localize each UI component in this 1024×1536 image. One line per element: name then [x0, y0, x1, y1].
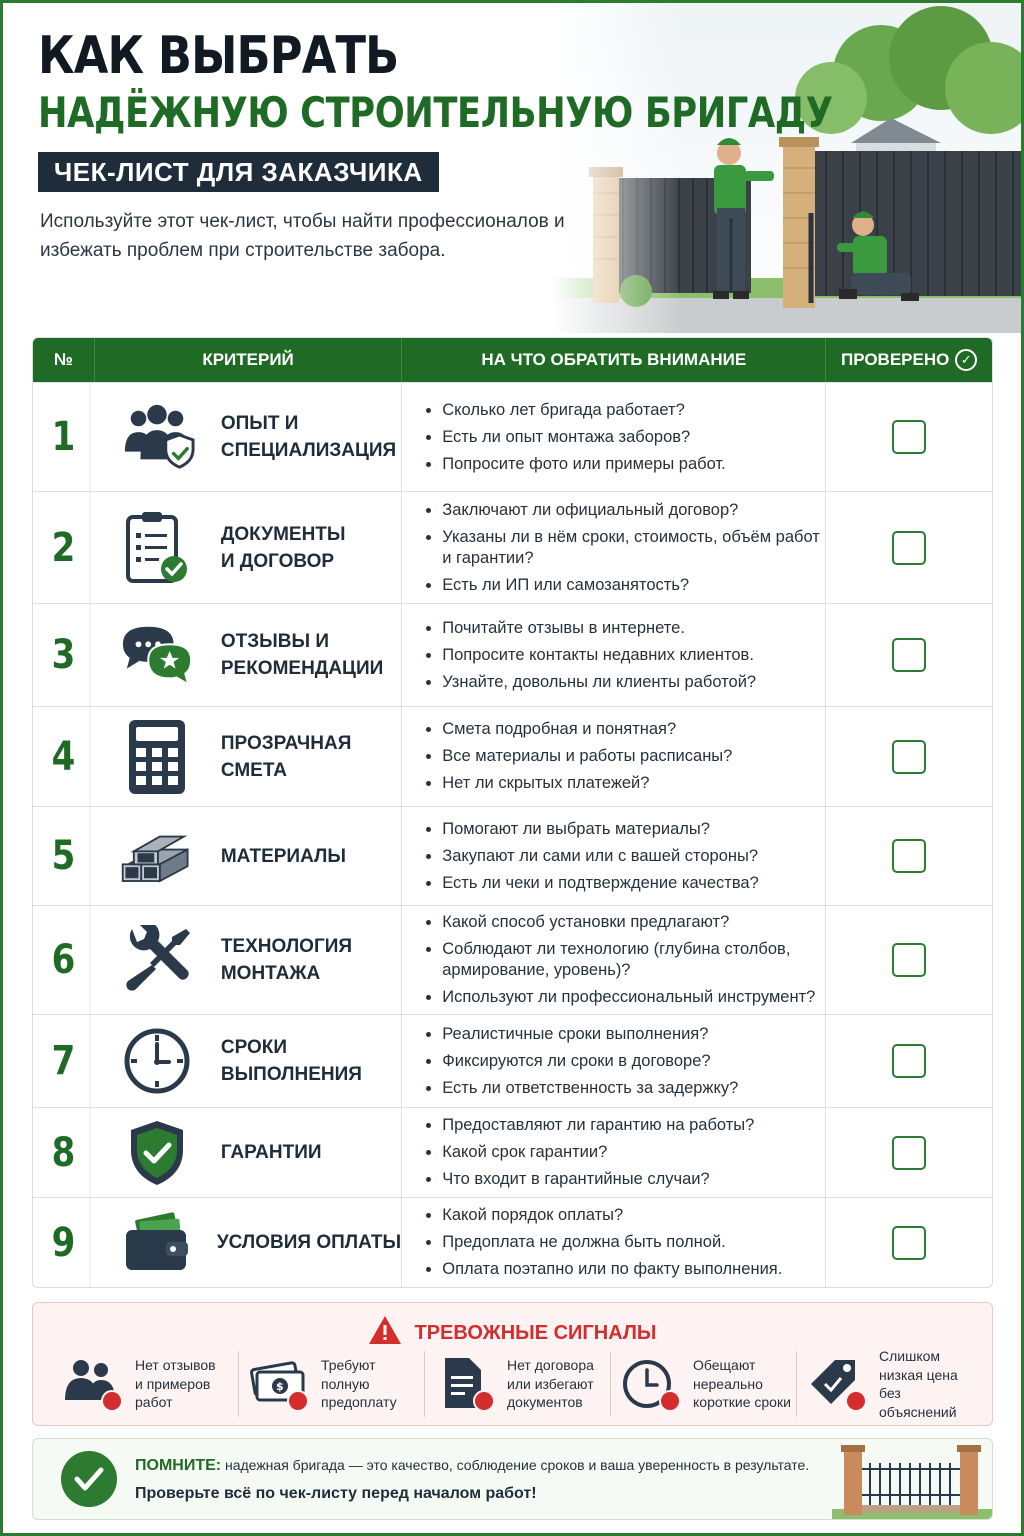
- table-row: [33, 1107, 992, 1197]
- attention-point: Попросите контакты недавних клиентов.: [424, 645, 825, 666]
- criterion-cell: [95, 383, 402, 491]
- header-checked: [826, 338, 992, 382]
- header-attention: НА ЧТО ОБРАТИТЬ ВНИМАНИЕ: [402, 338, 826, 382]
- table-row: [33, 491, 992, 603]
- table-row: [33, 905, 992, 1014]
- criterion-cell: [95, 707, 402, 806]
- criterion-cell: [95, 604, 402, 706]
- checkbox-3[interactable]: [892, 638, 926, 672]
- header-criterion: КРИТЕРИЙ: [95, 338, 402, 382]
- fence-builders-illustration: [551, 3, 1021, 333]
- table-row: [33, 806, 992, 905]
- attention-point: Помогают ли выбрать материалы?: [424, 819, 825, 840]
- attention-point: Какой способ установки предлагают?: [424, 912, 825, 933]
- warning-item: [797, 1348, 982, 1420]
- attention-point: Попросите фото или примеры работ.: [424, 454, 825, 475]
- remember-cta: Проверьте всё по чек-листу перед началом работ!: [135, 1485, 537, 1502]
- warning-text: Требуют полную предоплату: [321, 1357, 397, 1411]
- clipboard-check-icon: [119, 510, 195, 586]
- attention-point: Есть ли ответственность за задержку?: [424, 1078, 825, 1099]
- attention-point: Заключают ли официальный договор?: [424, 500, 825, 521]
- clock-icon: [119, 1023, 195, 1099]
- row-number: 3: [38, 604, 91, 706]
- criterion-cell: [95, 1198, 402, 1287]
- attention-point: Фиксируются ли сроки в договоре?: [424, 1051, 825, 1072]
- attention-cell: [402, 707, 826, 806]
- check-icon: [61, 1451, 117, 1507]
- attention-point: Нет ли скрытых платежей?: [424, 773, 825, 794]
- remember-lead: ПОМНИТЕ:: [135, 1457, 222, 1474]
- attention-point: Предоставляют ли гарантию на работы?: [424, 1115, 825, 1136]
- criterion-label: ДОКУМЕНТЫ И ДОГОВОР: [220, 523, 346, 572]
- criterion-label: СРОКИ ВЫПОЛНЕНИЯ: [220, 1037, 362, 1085]
- criterion-label: ГАРАНТИИ: [220, 1142, 322, 1163]
- attention-cell: [402, 1198, 826, 1287]
- checklist-tag: ЧЕК-ЛИСТ ДЛЯ ЗАКАЗЧИКА: [38, 152, 439, 192]
- calculator-icon: [119, 719, 195, 795]
- row-number: 6: [38, 906, 91, 1014]
- remember-text: [135, 1457, 809, 1475]
- header-checked-label: ПРОВЕРЕНО: [840, 350, 950, 369]
- warning-triangle-icon: [368, 1315, 402, 1351]
- checked-cell: [826, 1015, 992, 1107]
- table-row: [33, 706, 992, 806]
- table-row: [33, 1197, 992, 1287]
- criterion-cell: [95, 807, 402, 905]
- page-title-line1: КАК ВЫБРАТЬ: [38, 26, 399, 86]
- row-number: 5: [38, 807, 91, 905]
- checked-cell: [826, 383, 992, 491]
- checkbox-2[interactable]: [892, 531, 926, 565]
- checked-cell: [826, 492, 992, 603]
- warning-item: [53, 1351, 239, 1417]
- criterion-label: МАТЕРИАЛЫ: [220, 845, 346, 867]
- checked-cell: [826, 707, 992, 806]
- clock-x-icon: [621, 1356, 681, 1412]
- criterion-label: ПРОЗРАЧНАЯ СМЕТА: [220, 732, 352, 781]
- checkbox-7[interactable]: [892, 1044, 926, 1078]
- warning-title: ТРЕВОЖНЫЕ СИГНАЛЫ: [414, 1321, 657, 1344]
- attention-point: Что входит в гарантийные случаи?: [424, 1169, 825, 1190]
- attention-point: Используют ли профессиональный инструмент?: [424, 987, 825, 1008]
- attention-point: Указаны ли в нём сроки, стоимость, объём работ и гарантии?: [424, 527, 825, 569]
- reviews-chat-icon: [119, 617, 195, 693]
- table-header: [33, 338, 992, 382]
- attention-point: Смета подробная и понятная?: [424, 719, 825, 740]
- people-x-icon: [63, 1356, 123, 1412]
- row-number: 4: [38, 707, 91, 806]
- attention-point: Узнайте, довольны ли клиенты работой?: [424, 672, 825, 693]
- warning-item: [611, 1351, 797, 1417]
- checked-cell: [826, 906, 992, 1014]
- criterion-label: УСЛОВИЯ ОПЛАТЫ: [216, 1232, 402, 1253]
- attention-cell: [402, 604, 826, 706]
- document-x-icon: [435, 1356, 495, 1412]
- steel-profiles-icon: [119, 818, 195, 894]
- attention-point: Соблюдают ли технологию (глубина столбов, армирование, уровень)?: [424, 939, 825, 981]
- checkbox-1[interactable]: [892, 420, 926, 454]
- check-circle-icon: ✓: [955, 349, 977, 371]
- svg-text:$: $: [276, 1380, 284, 1393]
- money-x-icon: [249, 1356, 309, 1412]
- criterion-cell: [95, 1108, 402, 1197]
- price-tag-x-icon: [807, 1356, 867, 1412]
- attention-point: Предоплата не должна быть полной.: [424, 1232, 825, 1253]
- checkbox-6[interactable]: [892, 943, 926, 977]
- criterion-cell: [95, 492, 402, 603]
- warning-text: Обещают нереально короткие сроки: [693, 1357, 791, 1411]
- table-row: [33, 603, 992, 706]
- checked-cell: [826, 807, 992, 905]
- warning-item: [425, 1351, 611, 1417]
- warning-panel: [32, 1302, 993, 1426]
- checked-cell: [826, 1108, 992, 1197]
- checkbox-8[interactable]: [892, 1136, 926, 1170]
- attention-point: Реалистичные сроки выполнения?: [424, 1024, 825, 1045]
- attention-point: Есть ли чеки и подтверждение качества?: [424, 873, 825, 894]
- attention-point: Какой порядок оплаты?: [424, 1205, 825, 1226]
- attention-point: Закупают ли сами или с вашей стороны?: [424, 846, 825, 867]
- page-title-line2: НАДЁЖНУЮ СТРОИТЕЛЬНУЮ БРИГАДУ: [38, 88, 833, 137]
- criterion-label: ОТЗЫВЫ И РЕКОМЕНДАЦИИ: [220, 631, 384, 679]
- attention-point: Есть ли ИП или самозанятость?: [424, 575, 825, 596]
- attention-cell: [402, 1015, 826, 1107]
- attention-cell: [402, 906, 826, 1014]
- row-number: 1: [38, 383, 91, 491]
- wrench-screwdriver-icon: [119, 922, 195, 998]
- wallet-icon: [119, 1205, 195, 1281]
- attention-cell: [402, 807, 826, 905]
- warning-item: [239, 1351, 425, 1417]
- header-num: №: [33, 338, 95, 382]
- warning-text: Нет отзывов и примеров работ: [135, 1357, 216, 1411]
- checkbox-5[interactable]: [892, 839, 926, 873]
- checkbox-9[interactable]: [892, 1226, 926, 1260]
- row-number: 2: [38, 492, 91, 603]
- warning-header: [33, 1315, 992, 1351]
- checklist-table: [32, 337, 993, 1288]
- attention-point: Все материалы и работы расписаны?: [424, 746, 825, 767]
- warning-text: Слишком низкая цена без объяснений: [879, 1348, 958, 1420]
- row-number: 8: [38, 1108, 91, 1197]
- attention-point: Оплата поэтапно или по факту выполнения.: [424, 1259, 825, 1280]
- intro-text: Используйте этот чек-лист, чтобы найти профессионалов и избежать проблем при строительстве забора.: [40, 211, 565, 261]
- team-shield-icon: [119, 399, 195, 475]
- criterion-label: ОПЫТ И СПЕЦИАЛИЗАЦИЯ: [220, 413, 397, 461]
- attention-cell: [402, 383, 826, 491]
- checked-cell: [826, 604, 992, 706]
- attention-point: Сколько лет бригада работает?: [424, 400, 825, 421]
- fence-gate-illustration: [832, 1439, 992, 1520]
- criterion-cell: [95, 906, 402, 1014]
- attention-point: Есть ли опыт монтажа заборов?: [424, 427, 825, 448]
- table-row: [33, 382, 992, 491]
- remember-panel: [32, 1438, 993, 1520]
- table-row: [33, 1014, 992, 1107]
- row-number: 9: [38, 1198, 91, 1287]
- shield-check-icon: [119, 1115, 195, 1191]
- attention-cell: [402, 492, 826, 603]
- criterion-cell: [95, 1015, 402, 1107]
- warning-items: [53, 1348, 982, 1420]
- attention-point: Какой срок гарантии?: [424, 1142, 825, 1163]
- row-number: 7: [38, 1015, 91, 1107]
- checkbox-4[interactable]: [892, 740, 926, 774]
- warning-text: Нет договора или избегают документов: [507, 1357, 594, 1411]
- criterion-label: ТЕХНОЛОГИЯ МОНТАЖА: [220, 936, 353, 984]
- remember-body: надежная бригада — это качество, соблюдение сроков и ваша уверенность в результате.: [225, 1457, 810, 1473]
- attention-point: Почитайте отзывы в интернете.: [424, 618, 825, 639]
- checked-cell: [826, 1198, 992, 1287]
- attention-cell: [402, 1108, 826, 1197]
